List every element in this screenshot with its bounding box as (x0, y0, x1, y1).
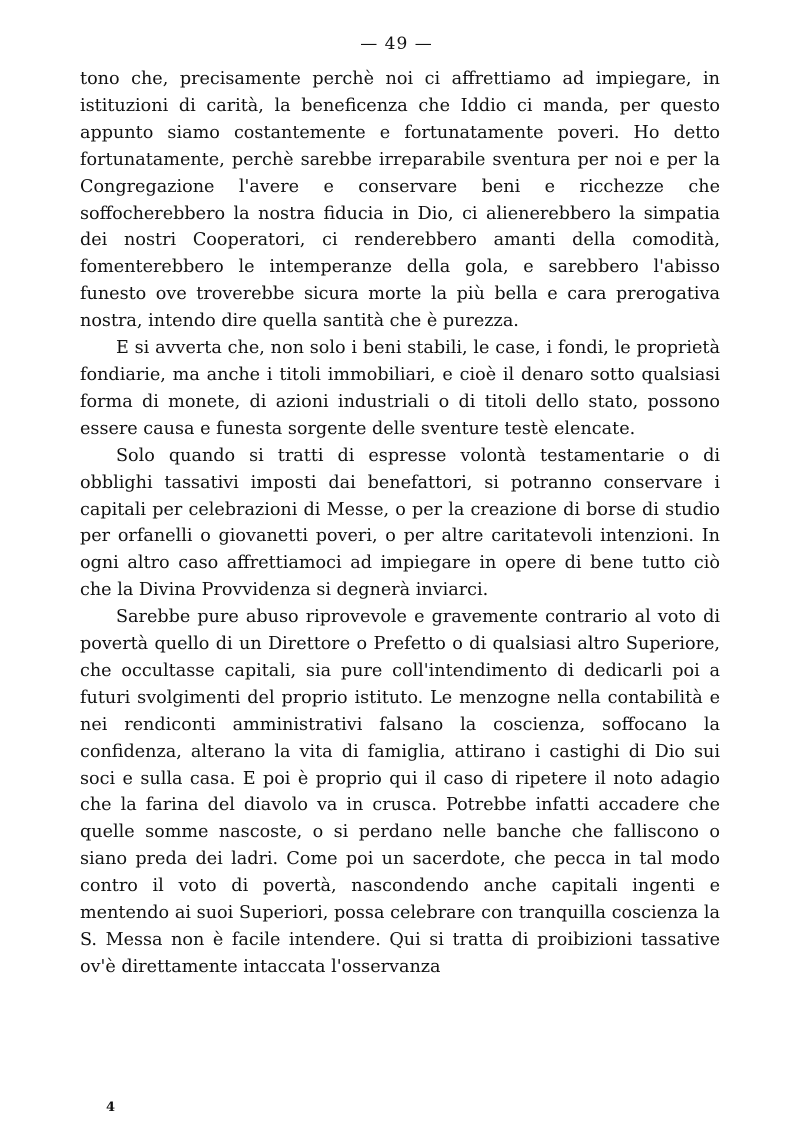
paragraph-1: tono che, precisamente perchè noi ci affrettiamo ad impiegare, in istituzioni di carità, la beneficenza che Iddio ci manda, per questo appunto siamo costantemente e fortunatamente poveri. Ho detto fortunatamente, perchè sarebbe irreparabile sventura per noi e per la Congregazione l'avere e conservare beni e ricchezze che soffocherebbero la nostra fiducia in Dio, ci alienerebbero la simpatia dei nostri Cooperatori, ci renderebbero amanti della comodità, fomenterebbero le intemperanze della gola, e sarebbero l'abisso funesto ove troverebbe sicura morte la più bella e cara prerogativa nostra, intendo dire quella santità che è purezza. (80, 69, 720, 332)
paragraph-3: Solo quando si tratti di espresse volontà testamentarie o di obblighi tassativi imposti dai benefattori, si potranno conservare i capitali per celebrazioni di Messe, o per la creazione di borse di studio per orfanelli o giovanetti poveri, o per altre caritatevoli intenzioni. In ogni altro caso affrettiamoci ad impiegare in opere di bene tutto ciò che la Divina Provvidenza si degnerà inviarci. (80, 445, 720, 601)
page-number-header: — 49 — (360, 34, 433, 54)
body-text (80, 66, 720, 981)
paragraph-2: E si avverta che, non solo i beni stabili, le case, i fondi, le proprietà fondiarie, ma anche i titoli immobiliari, e cioè il denaro sotto qualsiasi forma di monete, di azioni industriali o di titoli dello stato, possono essere causa e funesta sorgente delle sventure testè elencate. (80, 338, 720, 439)
paragraph-4: Sarebbe pure abuso riprovevole e gravemente contrario al voto di povertà quello di un Direttore o Prefetto o di qualsiasi altro Superiore, che occultasse capitali, sia pure coll'intendimento di dedicarli poi a futuri svolgimenti del proprio istituto. Le menzogne nella contabilità e nei rendiconti amministrativi falsano la coscienza, soffocano la confidenza, alterano la vita di famiglia, attirano i castighi di Dio sui soci e sulla casa. E poi è proprio qui il caso di ripetere il noto adagio che la farina del diavolo va in crusca. Potrebbe infatti accadere che quelle somme nascoste, o si perdano nelle banche che falliscono o siano preda dei ladri. Come poi un sacerdote, che pecca in tal modo contro il voto di povertà, nascondendo anche capitali ingenti e mentendo ai suoi Superiori, possa celebrare con tranquilla coscienza la S. Messa non è facile intendere. Qui si tratta di proibizioni tassative ov'è direttamente intaccata l'osservanza (80, 607, 720, 977)
signature-mark: 4 (106, 1100, 116, 1115)
